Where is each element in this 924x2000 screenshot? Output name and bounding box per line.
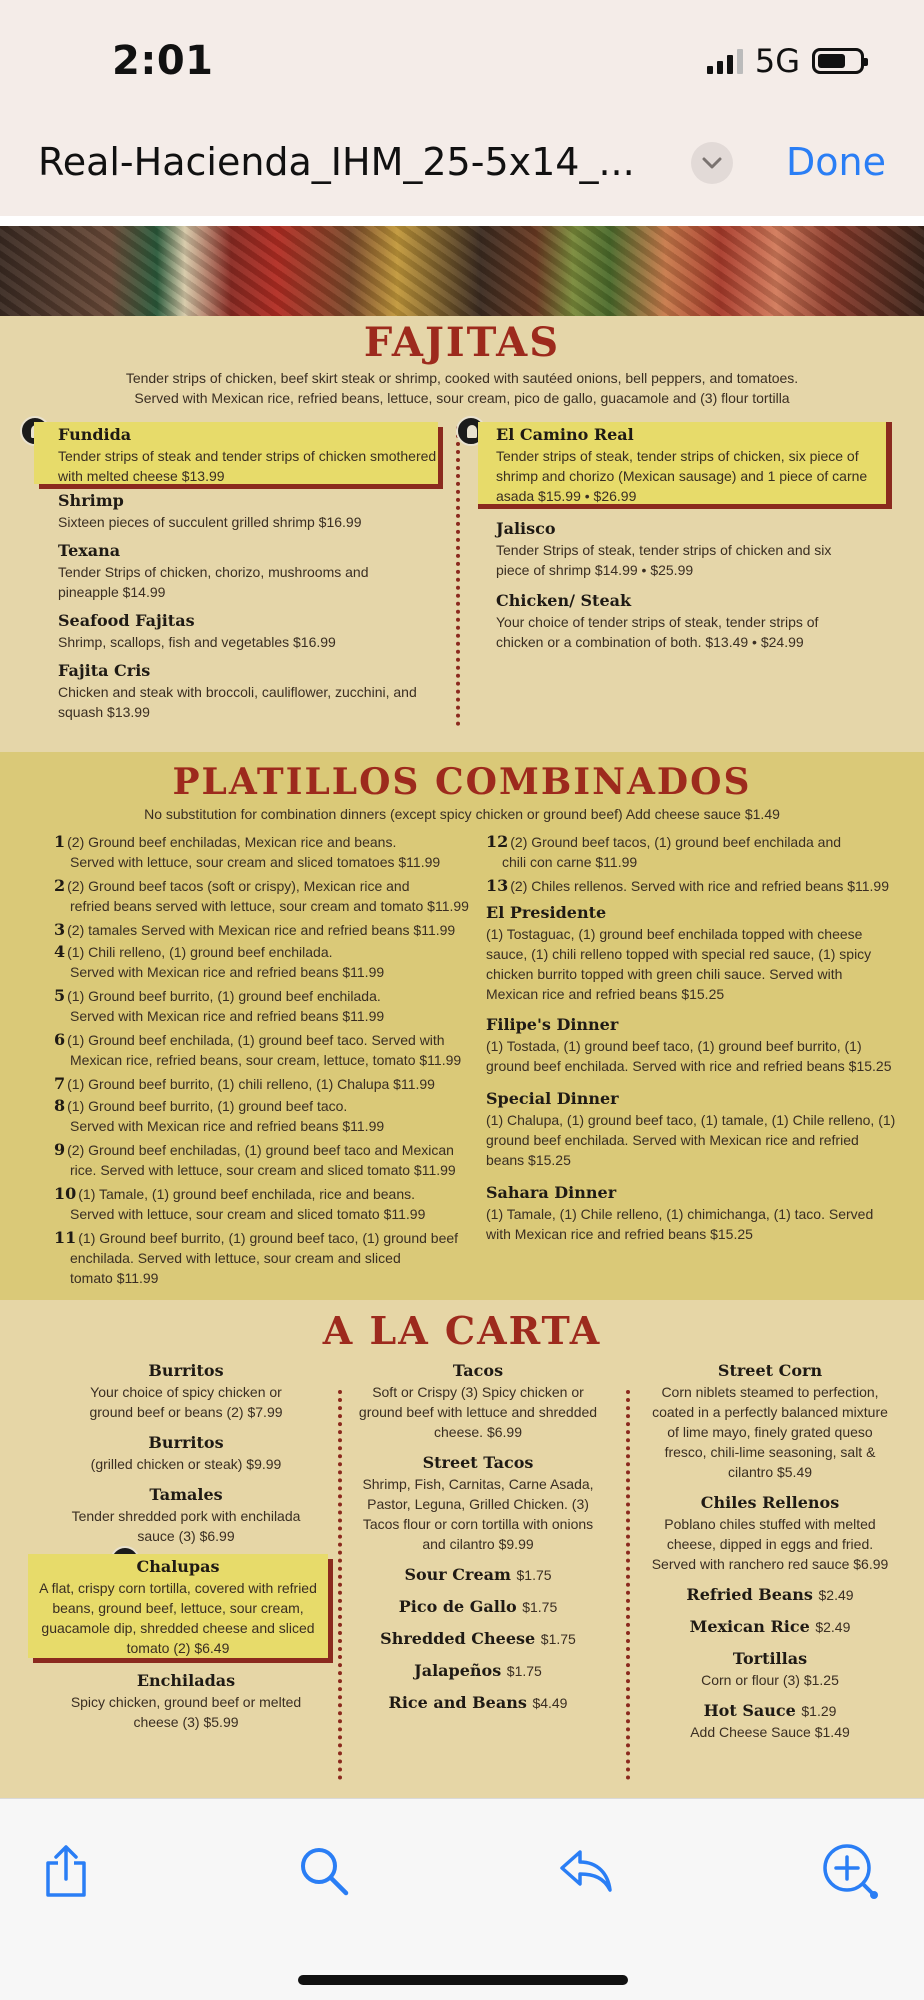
reply-button[interactable] — [554, 1839, 618, 1903]
combo-line: (1) Ground beef burrito, (1) ground beef taco. — [67, 1098, 348, 1114]
combo-line: tomato $11.99 — [70, 1270, 159, 1286]
carta-item — [646, 1616, 894, 1638]
item-name: Burritos — [148, 1433, 224, 1452]
combo-item — [54, 1140, 474, 1180]
item-description: Tender strips of steak, tender strips of chicken, six piece of shrimp and chorizo (Mexican sausage) and 1 piece of carne asada $15.99 • $26.99 — [496, 448, 868, 504]
share-button[interactable] — [34, 1839, 98, 1903]
carta-column-1 — [68, 1360, 304, 1556]
item-name: Refried Beans — [686, 1585, 813, 1604]
done-button[interactable]: Done — [786, 140, 886, 184]
item-description: Corn or flour (3) $1.25 — [701, 1672, 839, 1688]
combo-item — [54, 942, 474, 982]
carta-item — [646, 1360, 894, 1482]
combo-line: chili con carne $11.99 — [502, 854, 638, 870]
item-name: Filipe's Dinner — [486, 1015, 619, 1034]
item-description: Corn niblets steamed to perfection, coated in a perfectly balanced mixture of lime mayo, finely grated queso fresco, chili-lime seasoning, salt & cilantro $5.49 — [652, 1384, 888, 1480]
combo-number: 4 — [54, 942, 66, 961]
item-price: $1.75 — [516, 1567, 552, 1583]
combo-number: 10 — [54, 1184, 77, 1203]
column-divider — [338, 1390, 342, 1780]
item-name: Rice and Beans — [388, 1693, 527, 1712]
item-name: Jalapeños — [414, 1661, 502, 1680]
combo-item — [54, 920, 474, 940]
carta-item — [358, 1660, 598, 1682]
search-button[interactable] — [292, 1839, 356, 1903]
carta-item-enchiladas — [68, 1670, 304, 1732]
combo-item-el-presidente — [486, 902, 896, 1004]
fajita-item-jalisco — [496, 518, 836, 580]
fajitas-heading: FAJITAS — [363, 319, 561, 366]
item-name: El Camino Real — [496, 425, 634, 444]
combo-line: Served with lettuce, sour cream and sliced tomato $11.99 — [70, 1206, 426, 1222]
item-description: (1) Chalupa, (1) ground beef taco, (1) tamale, (1) Chile relleno, (1) ground beef enchilada. Served with Mexican rice and refried beans $15.25 — [486, 1112, 896, 1168]
combinations-note: No substitution for combination dinners (except spicy chicken or ground beef) Add cheese sauce $1.49 — [144, 806, 780, 822]
combo-line: (2) Ground beef enchiladas, (1) ground beef taco and Mexican — [67, 1142, 454, 1158]
item-description: Add Cheese Sauce $1.49 — [690, 1724, 850, 1740]
combo-line: Served with Mexican rice and refried beans $11.99 — [70, 964, 385, 980]
fajitas-description-1: Tender strips of chicken, beef skirt steak or shrimp, cooked with sautéed onions, bell peppers, and tomatoes. — [125, 370, 799, 386]
item-name: Mexican Rice — [689, 1617, 810, 1636]
fajita-item-chicken-steak — [496, 590, 836, 652]
column-divider — [456, 426, 460, 726]
carta-item — [358, 1360, 598, 1442]
combo-number: 7 — [54, 1074, 66, 1093]
carta-item-chalupas — [28, 1554, 328, 1658]
chevron-down-icon — [702, 157, 722, 169]
fajitas-description-2: Served with Mexican rice, refried beans, lettuce, sour cream, pico de gallo, guacamole and (3) flour tortilla — [134, 390, 790, 406]
item-price: $1.75 — [522, 1599, 558, 1615]
combo-number: 1 — [54, 832, 66, 851]
item-price: $1.75 — [540, 1631, 576, 1647]
combo-item — [54, 1030, 474, 1070]
item-name: Shrimp — [58, 491, 124, 510]
carta-column-3 — [646, 1360, 894, 1752]
combo-line: (2) tamales Served with Mexican rice and refried beans $11.99 — [67, 922, 456, 938]
item-price: $2.49 — [818, 1587, 854, 1603]
combo-number: 8 — [54, 1096, 66, 1115]
combo-line: (1) Ground beef burrito, (1) ground beef enchilada. — [67, 988, 381, 1004]
carta-item — [358, 1564, 598, 1586]
combo-line: Mexican rice, refried beans, sour cream, lettuce, tomato $11.99 — [70, 1052, 462, 1068]
fajita-item-seafood — [58, 610, 378, 652]
carta-item — [68, 1432, 304, 1474]
combinations-heading: PLATILLOS COMBINADOS — [172, 761, 752, 803]
fajita-item-fundida — [34, 422, 438, 484]
item-description: Your choice of tender strips of steak, tender strips of chicken or a combination of both. $13.49 • $24.99 — [496, 614, 819, 650]
combo-item — [54, 986, 474, 1026]
item-description: (1) Tostada, (1) ground beef taco, (1) ground beef burrito, (1) ground beef enchilada. Served with rice and refried beans $15.25 — [486, 1038, 892, 1074]
carta-item — [68, 1484, 304, 1546]
combo-line: (2) Ground beef tacos, (1) ground beef enchilada and — [510, 834, 842, 850]
item-description: Spicy chicken, ground beef or melted cheese (3) $5.99 — [70, 1694, 302, 1730]
item-name: Chicken/ Steak — [496, 591, 632, 610]
item-name: Tamales — [149, 1485, 223, 1504]
item-description: A flat, crispy corn tortilla, covered with refried beans, ground beef, lettuce, sour cream, guacamole dip, shredded cheese and sliced tomato (2) $6.49 — [39, 1580, 317, 1656]
item-price: $1.29 — [801, 1703, 837, 1719]
item-name: Tacos — [452, 1361, 504, 1380]
item-name: Enchiladas — [136, 1671, 236, 1690]
carta-item — [68, 1360, 304, 1422]
combo-number: 5 — [54, 986, 66, 1005]
carta-item — [646, 1492, 894, 1574]
combo-item-special-dinner — [486, 1088, 896, 1170]
item-name: Sahara Dinner — [486, 1183, 617, 1202]
a-la-carta-section — [0, 1300, 924, 1798]
combo-line: enchilada. Served with lettuce, sour cream and sliced — [70, 1250, 401, 1266]
item-description: Tender Strips of steak, tender strips of chicken and six piece of shrimp $14.99 • $25.99 — [496, 542, 832, 578]
combo-item — [486, 832, 906, 872]
item-name: Special Dinner — [486, 1089, 619, 1108]
item-description: Your choice of spicy chicken or ground beef or beans (2) $7.99 — [89, 1384, 283, 1420]
title-menu-button[interactable] — [691, 142, 733, 184]
item-name: Seafood Fajitas — [58, 611, 195, 630]
home-indicator — [298, 1975, 628, 1985]
combo-number: 6 — [54, 1030, 66, 1049]
fajita-item-texana — [58, 540, 378, 602]
combo-number: 3 — [54, 920, 66, 939]
top-bar — [0, 0, 924, 216]
combo-line: rice. Served with lettuce, sour cream and sliced tomato $11.99 — [70, 1162, 456, 1178]
item-description: Tender shredded pork with enchilada sauce (3) $6.99 — [71, 1508, 301, 1544]
combo-item-sahara-dinner — [486, 1182, 896, 1244]
battery-icon — [812, 48, 864, 74]
combo-number: 9 — [54, 1140, 66, 1159]
combinations-section — [0, 752, 924, 1300]
combo-item — [54, 1228, 474, 1288]
item-name: Chalupas — [136, 1557, 220, 1576]
network-type: 5G — [754, 42, 800, 80]
item-description: Chicken and steak with broccoli, cauliflower, zucchini, and squash $13.99 — [58, 684, 417, 720]
combo-line: (2) Ground beef tacos (soft or crispy), Mexican rice and — [67, 878, 410, 894]
item-name: Shredded Cheese — [380, 1629, 536, 1648]
document-title[interactable]: Real-Hacienda_IHM_25-5x14_... — [38, 140, 635, 184]
combo-line: (1) Chili relleno, (1) ground beef enchilada. — [67, 944, 333, 960]
item-description: Poblano chiles stuffed with melted cheese, dipped in eggs and fried. Served with ranchero red sauce $6.99 — [651, 1516, 889, 1572]
carta-item — [358, 1628, 598, 1650]
item-description: (1) Tostaguac, (1) ground beef enchilada topped with cheese sauce, (1) chili relleno topped with special red sauce, (1) spicy chicken burrito topped with green chili sauce. Served with Mexican rice and refried beans $15.25 — [486, 926, 872, 1002]
markup-button[interactable] — [818, 1839, 882, 1903]
item-name: Street Tacos — [422, 1453, 534, 1472]
combo-item — [54, 1096, 474, 1136]
item-name: Street Corn — [717, 1361, 823, 1380]
a-la-carta-heading: A LA CARTA — [322, 1308, 602, 1353]
bottom-toolbar — [0, 1798, 924, 2000]
share-icon — [42, 1843, 90, 1899]
item-name: Fajita Cris — [58, 661, 151, 680]
carta-item — [646, 1584, 894, 1606]
item-name: Burritos — [148, 1361, 224, 1380]
item-name: Chiles Rellenos — [700, 1493, 840, 1512]
combo-line: refried beans served with lettuce, sour cream and tomato $11.99 — [70, 898, 469, 914]
combo-item-filipes-dinner — [486, 1014, 896, 1076]
combo-line: Served with Mexican rice and refried beans $11.99 — [70, 1008, 385, 1024]
combo-line: Served with lettuce, sour cream and sliced tomatoes $11.99 — [70, 854, 441, 870]
combo-item — [54, 1074, 474, 1094]
carta-item — [358, 1692, 598, 1714]
fajita-item-el-camino-real — [478, 422, 892, 504]
combo-line: (1) Tamale, (1) ground beef enchilada, rice and beans. — [78, 1186, 415, 1202]
menu-document[interactable] — [0, 226, 924, 1798]
combo-item — [54, 832, 474, 872]
combo-number: 11 — [54, 1228, 77, 1247]
fajitas-section — [0, 316, 924, 752]
item-price: $1.75 — [506, 1663, 542, 1679]
item-description: Sixteen pieces of succulent grilled shrimp $16.99 — [58, 514, 362, 530]
combo-item — [486, 876, 906, 896]
item-name: Hot Sauce — [703, 1701, 796, 1720]
combo-line: (1) Ground beef burrito, (1) chili relleno, (1) Chalupa $11.99 — [67, 1076, 435, 1092]
status-indicators — [707, 42, 864, 80]
combo-number: 2 — [54, 876, 66, 895]
item-description: Soft or Crispy (3) Spicy chicken or ground beef with lettuce and shredded cheese. $6.99 — [358, 1384, 598, 1440]
search-icon — [298, 1845, 350, 1897]
combo-line: (1) Ground beef enchilada, (1) ground beef taco. Served with — [67, 1032, 445, 1048]
fajita-item-cris — [58, 660, 428, 722]
item-description: Tender strips of steak and tender strips of chicken smothered with melted cheese $13.99 — [58, 448, 437, 484]
markup-icon — [820, 1841, 880, 1901]
carta-column-2 — [358, 1360, 598, 1724]
combo-line: (2) Chiles rellenos. Served with rice and refried beans $11.99 — [510, 878, 889, 894]
item-name: Tortillas — [732, 1649, 808, 1668]
food-photo-banner — [0, 226, 924, 316]
combo-line: Served with Mexican rice and refried beans $11.99 — [70, 1118, 385, 1134]
item-description: Shrimp, Fish, Carnitas, Carne Asada, Pastor, Leguna, Grilled Chicken. (3) Tacos flour or corn tortilla with onions and cilantro $9.99 — [362, 1476, 594, 1552]
column-divider — [626, 1390, 630, 1780]
status-time: 2:01 — [112, 38, 214, 84]
combo-line: (1) Ground beef burrito, (1) ground beef taco, (1) ground beef — [78, 1230, 459, 1246]
item-description: Tender Strips of chicken, chorizo, mushrooms and pineapple $14.99 — [58, 564, 369, 600]
combo-number: 12 — [486, 832, 509, 851]
carta-item — [358, 1452, 598, 1554]
reply-icon — [558, 1846, 614, 1896]
item-price: $2.49 — [815, 1619, 851, 1635]
combo-line: (2) Ground beef enchiladas, Mexican rice and beans. — [67, 834, 397, 850]
item-name: Jalisco — [496, 519, 556, 538]
carta-item — [646, 1648, 894, 1690]
fajita-item-shrimp — [58, 490, 378, 532]
carta-item — [646, 1700, 894, 1742]
item-name: Pico de Gallo — [398, 1597, 517, 1616]
item-description: (grilled chicken or steak) $9.99 — [90, 1456, 282, 1472]
combo-item — [54, 876, 474, 916]
item-name: Sour Cream — [404, 1565, 511, 1584]
item-description: Shrimp, scallops, fish and vegetables $16.99 — [58, 634, 336, 650]
item-description: (1) Tamale, (1) Chile relleno, (1) chimichanga, (1) taco. Served with Mexican rice and refried beans $15.25 — [486, 1206, 874, 1242]
item-name: Fundida — [58, 425, 132, 444]
item-name: Texana — [58, 541, 121, 560]
item-name: El Presidente — [486, 903, 607, 922]
item-price: $4.49 — [532, 1695, 568, 1711]
combo-item — [54, 1184, 474, 1224]
combo-number: 13 — [486, 876, 509, 895]
carta-item — [358, 1596, 598, 1618]
cellular-signal-icon — [707, 48, 743, 74]
